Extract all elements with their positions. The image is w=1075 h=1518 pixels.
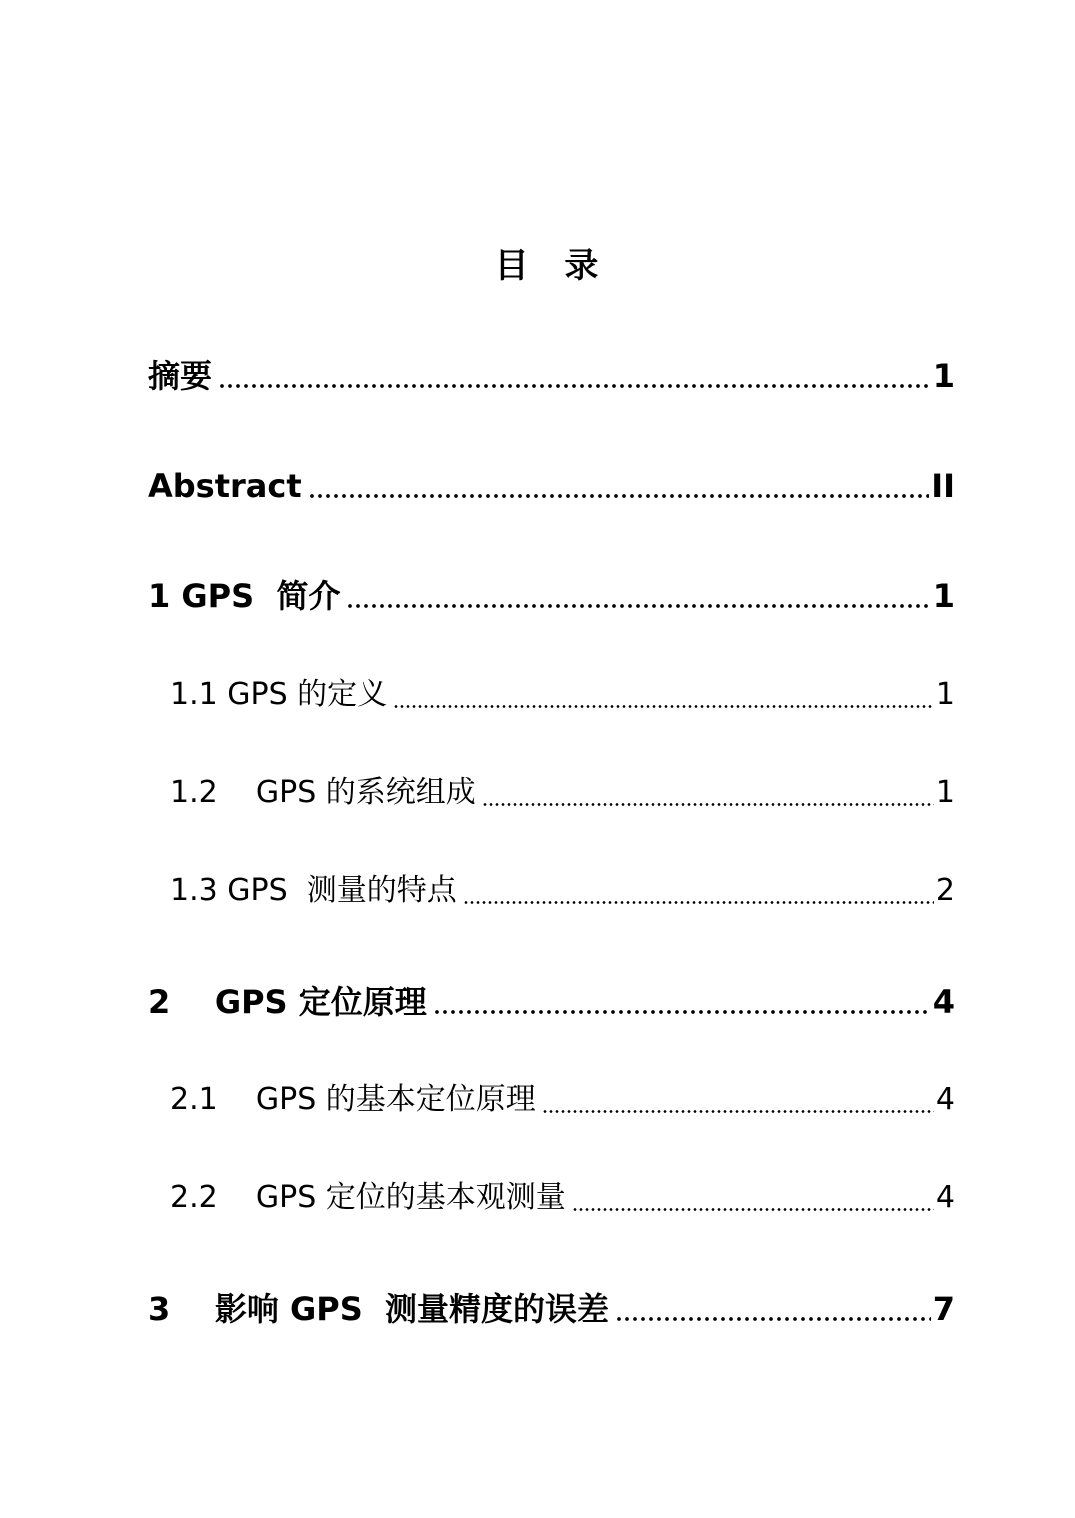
toc-entry-label: 1.3 GPS 测量的特点: [170, 873, 457, 908]
toc-entry-label: 摘要: [148, 357, 213, 395]
toc-entry-section-1-3[interactable]: [170, 866, 955, 916]
toc-dot-leader: [433, 977, 931, 1027]
toc-entry-chapter-2[interactable]: [148, 977, 955, 1027]
toc-page-number: 7: [932, 1290, 955, 1328]
toc-title: 目 录: [494, 246, 611, 286]
toc-page-number: 1: [932, 577, 955, 615]
toc-page-number: 4: [935, 1082, 955, 1117]
toc-entry-label: 2.2 GPS 定位的基本观测量: [170, 1180, 566, 1215]
toc-entry-label: 3 影响 GPS 测量精度的误差: [148, 1290, 610, 1328]
toc-dot-leader: [572, 1173, 934, 1223]
toc-entry-abstract-cn[interactable]: [148, 351, 955, 401]
toc-entry-label: 2.1 GPS 的基本定位原理: [170, 1082, 536, 1117]
toc-page-number: 1: [935, 775, 955, 810]
toc-entry-section-1-1[interactable]: [170, 670, 955, 720]
toc-page-number: 2: [935, 873, 955, 908]
toc-entry-label: 1 GPS 简介: [148, 577, 341, 615]
toc-dot-leader: [463, 866, 934, 916]
toc-dot-leader: [308, 461, 930, 511]
toc-dot-leader: [482, 768, 934, 818]
toc-entry-section-2-1[interactable]: [170, 1075, 955, 1125]
toc-dot-leader: [218, 351, 931, 401]
toc-page-number: 4: [935, 1180, 955, 1215]
toc-dot-leader: [615, 1284, 931, 1334]
toc-entry-label: Abstract: [148, 467, 302, 505]
toc-page-number: II: [931, 467, 955, 505]
toc-dot-leader: [346, 571, 930, 621]
toc-entry-chapter-3[interactable]: [148, 1284, 955, 1334]
toc-page-number: 1: [935, 677, 955, 712]
toc-entry-label: 1.2 GPS 的系统组成: [170, 775, 476, 810]
toc-entry-chapter-1[interactable]: [148, 571, 955, 621]
toc-dot-leader: [393, 670, 934, 720]
toc-page-number: 1: [932, 357, 955, 395]
toc-entry-abstract-en[interactable]: [148, 461, 955, 511]
toc-entry-label: 2 GPS 定位原理: [148, 983, 427, 1021]
toc-dot-leader: [542, 1075, 934, 1125]
toc-entry-section-1-2[interactable]: [170, 768, 955, 818]
toc-entry-section-2-2[interactable]: [170, 1173, 955, 1223]
toc-entry-label: 1.1 GPS 的定义: [170, 677, 388, 712]
toc-page-number: 4: [932, 983, 955, 1021]
